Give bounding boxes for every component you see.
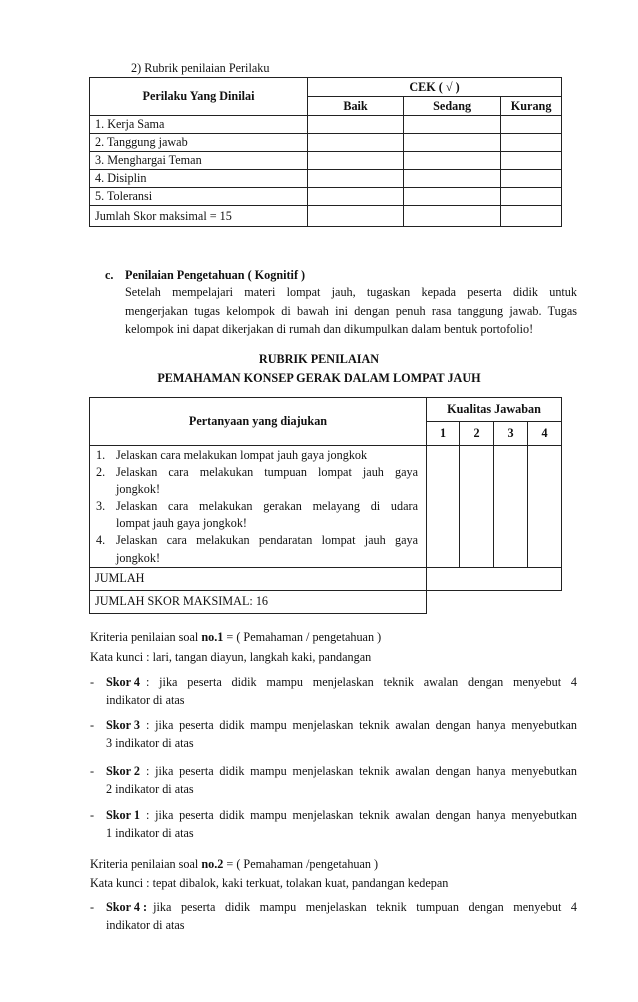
question-line [90,464,426,481]
question-line [90,515,426,532]
check-cell[interactable] [501,116,562,134]
score-cell[interactable] [460,446,494,568]
score-criterion-line [106,718,577,733]
criteria-2-heading: Kriteria penilaian soal no.2 = ( Pemahaman /pengetahuan ) [90,857,379,871]
score-description-cont: indikator di atas [106,918,185,932]
score-criterion-line [106,675,577,690]
total-score-cell[interactable] [427,567,562,590]
question-text: lompat jauh gaya jongkok! [116,516,247,531]
question-text: Jelaskan cara melakukan gerakan melayang di udara [116,499,418,514]
check-cell[interactable] [404,152,501,170]
section-c-title: Penilaian Pengetahuan ( Kognitif ) [125,268,306,282]
behavior-rubric-table [89,77,562,227]
header-baik: Baik [307,97,403,116]
check-cell[interactable] [307,170,403,188]
check-cell[interactable] [404,116,501,134]
score-description: : jika peserta didik mampu menjelaskan teknik awalan dengan hanya menyebutkan [145,808,577,822]
check-cell[interactable] [307,188,403,206]
behavior-row-label: 3. Menghargai Teman [90,152,308,170]
criteria-2-keywords: Kata kunci : tepat dibalok, kaki terkuat, tolakan kuat, pandangan kedepan [90,876,449,890]
list-dash: - [90,675,95,689]
question-text: Jelaskan cara melakukan tumpuan lompat jauh gaya [116,465,418,480]
list-dash: - [90,808,95,822]
score-label: Skor 2 [106,764,140,778]
question-text: Jelaskan cara melakukan pendaratan lompat jauh gaya [116,533,418,548]
score-label: Skor 4 : [106,900,148,914]
score-cell[interactable] [427,446,460,568]
quality-col-4: 4 [528,422,562,446]
list-dash: - [90,718,95,732]
behavior-header: Perilaku Yang Dinilai [90,78,308,116]
score-description: : jika peserta didik mampu menjelaskan teknik awalan dengan hanya menyebutkan [145,764,577,778]
score-description: : jika peserta didik mampu menjelaskan teknik awalan dengan hanya menyebutkan [145,718,577,732]
rubric-subtitle: PEMAHAMAN KONSEP GERAK DALAM LOMPAT JAUH [157,371,481,385]
behavior-row-label: 1. Kerja Sama [90,116,308,134]
question-number: 3. [96,499,106,514]
score-description: : jika peserta didik mampu menjelaskan teknik awalan dengan menyebut 4 [145,675,577,689]
check-cell[interactable] [501,188,562,206]
behavior-row-label: 5. Toleransi [90,188,308,206]
check-header: CEK ( √ ) [307,78,561,97]
section-c-marker: c. [105,268,114,282]
check-cell [501,206,562,227]
question-line [90,447,426,464]
score-cell[interactable] [528,446,562,568]
score-label: Skor 1 [106,808,140,822]
criteria-1-heading: Kriteria penilaian soal no.1 = ( Pemahaman / pengetahuan ) [90,630,382,644]
score-description: jika peserta didik mampu menjelaskan teknik tumpuan dengan menyebut 4 [153,900,577,914]
behavior-row-label: 4. Disiplin [90,170,308,188]
header-sedang: Sedang [404,97,501,116]
quality-col-3: 3 [494,422,528,446]
questions-cell [90,446,427,568]
check-cell [404,206,501,227]
quality-col-1: 1 [427,422,460,446]
check-cell [307,206,403,227]
rubric-title: RUBRIK PENILAIAN [258,352,380,366]
question-number: 2. [96,465,106,480]
list-dash: - [90,764,95,778]
question-line [90,481,426,498]
score-cell[interactable] [494,446,528,568]
quality-col-2: 2 [460,422,494,446]
score-description-cont: 1 indikator di atas [106,826,194,840]
list-dash: - [90,900,95,914]
question-line [90,532,426,549]
max-score-label: JUMLAH SKOR MAKSIMAL: 16 [90,590,427,613]
check-cell[interactable] [404,134,501,152]
check-cell[interactable] [307,152,403,170]
empty-cell [427,590,562,613]
score-description-cont: 3 indikator di atas [106,736,194,750]
section-c-para-line: mengerjakan tugas kelompok di bawah ini dengan penuh rasa tanggung jawab. Tugas [125,304,577,318]
knowledge-rubric-table [89,397,562,614]
question-number: 4. [96,533,106,548]
header-kurang: Kurang [501,97,562,116]
check-cell[interactable] [501,170,562,188]
question-text: jongkok! [116,550,161,565]
section-2-title: 2) Rubrik penilaian Perilaku [131,61,270,75]
criteria-1-keywords: Kata kunci : lari, tangan diayun, langkah kaki, pandangan [90,650,372,664]
check-cell[interactable] [307,134,403,152]
question-text: jongkok! [116,482,161,497]
section-c-para-line: Setelah mempelajari materi lompat jauh, tugaskan kepada peserta didik untuk [125,285,577,299]
question-header: Pertanyaan yang diajukan [90,398,427,446]
score-label: Skor 4 [106,675,140,689]
total-label: JUMLAH [90,567,427,590]
score-label: Skor 3 [106,718,140,732]
question-number: 1. [96,448,106,462]
question-text: Jelaskan cara melakukan lompat jauh gaya jongkok [116,448,368,462]
question-list [90,446,426,567]
score-criterion-line [106,900,577,915]
question-line [90,498,426,515]
section-c-para-line: kelompok ini dapat dikerjakan di rumah dan dikumpulkan dalam bentuk portofolio! [125,322,534,336]
question-line [90,550,426,567]
check-cell[interactable] [501,152,562,170]
check-cell[interactable] [307,116,403,134]
check-cell[interactable] [404,170,501,188]
score-description-cont: 2 indikator di atas [106,782,194,796]
check-cell[interactable] [501,134,562,152]
score-description-cont: indikator di atas [106,693,185,707]
score-criterion-line [106,808,577,823]
check-cell[interactable] [404,188,501,206]
quality-header: Kualitas Jawaban [427,398,562,422]
score-criterion-line [106,764,577,779]
behavior-row-label: 2. Tanggung jawab [90,134,308,152]
behavior-total-label: Jumlah Skor maksimal = 15 [90,206,308,227]
